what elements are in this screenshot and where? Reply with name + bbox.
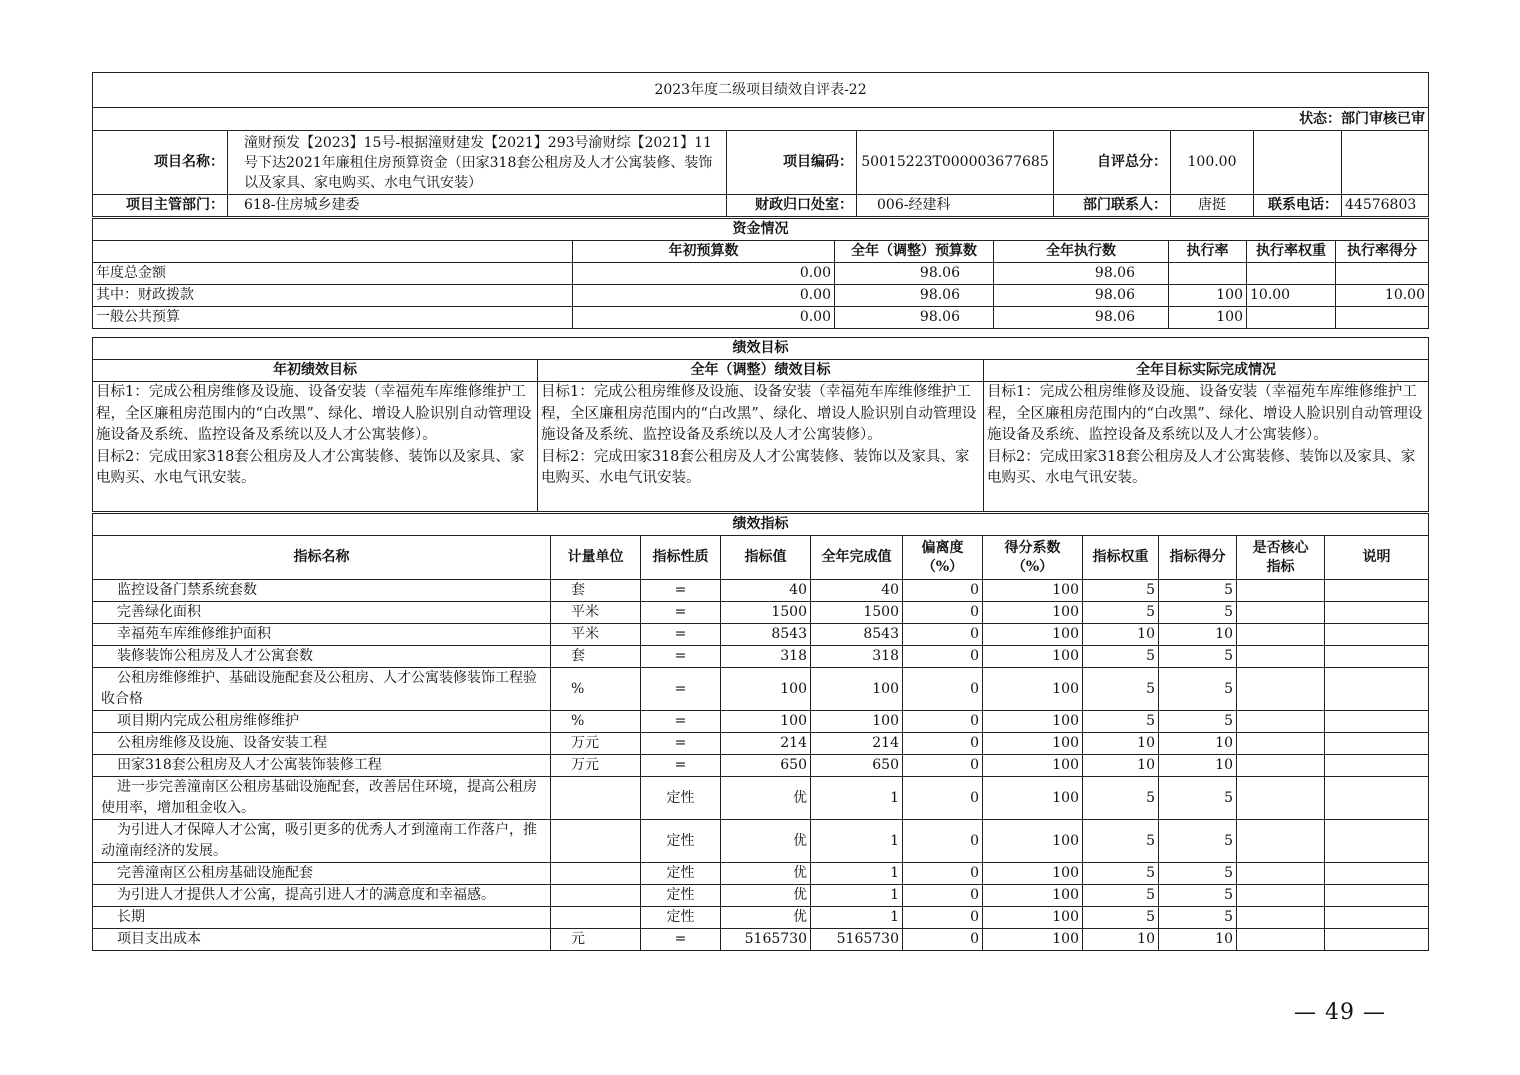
funds-cell: 10.00 [1336, 285, 1429, 307]
dept-label: 项目主管部门： [93, 195, 228, 217]
funds-header: 执行率得分 [1336, 241, 1429, 263]
funds-header: 执行率 [1169, 241, 1247, 263]
indicator-actual: 1 [811, 777, 903, 820]
indicator-note [1325, 929, 1429, 951]
funds-header: 执行率权重 [1247, 241, 1336, 263]
funds-cell [1247, 307, 1336, 329]
indicator-target: 214 [721, 733, 811, 755]
indicator-dev: 0 [903, 929, 983, 951]
indicator-core [1237, 668, 1325, 711]
indicator-actual: 8543 [811, 624, 903, 646]
indicator-actual: 1 [811, 885, 903, 907]
funds-cell: 98.06 [835, 285, 994, 307]
indicator-target: 优 [721, 907, 811, 929]
score-label: 自评总分： [1054, 131, 1171, 195]
indicator-core [1237, 820, 1325, 863]
goals-header: 全年目标实际完成情况 [984, 360, 1429, 382]
indicator-coef: 100 [983, 907, 1083, 929]
indicator-core [1237, 755, 1325, 777]
indicator-score: 5 [1159, 668, 1237, 711]
indicator-coef: 100 [983, 711, 1083, 733]
indicator-name: 完善绿化面积 [93, 602, 551, 624]
indicator-weight: 5 [1083, 580, 1159, 602]
indicator-unit: 万元 [551, 733, 641, 755]
indicator-nature: = [641, 580, 721, 602]
indicator-coef: 100 [983, 733, 1083, 755]
adjusted-goals [538, 382, 984, 512]
funds-cell: 98.06 [994, 285, 1169, 307]
funds-cell: 100 [1169, 307, 1247, 329]
indicator-score: 5 [1159, 820, 1237, 863]
table-row [93, 580, 1429, 602]
goals-header: 全年（调整）绩效目标 [538, 360, 984, 382]
goals-header: 年初绩效目标 [93, 360, 538, 382]
indicator-nature: = [641, 602, 721, 624]
indicator-note [1325, 885, 1429, 907]
indicator-score: 5 [1159, 711, 1237, 733]
indicators-section-title: 绩效指标 [93, 514, 1429, 536]
indicator-header: 指标名称 [93, 536, 551, 580]
funds-cell: 0.00 [573, 263, 835, 285]
indicator-score: 5 [1159, 646, 1237, 668]
table-row [93, 646, 1429, 668]
indicator-core [1237, 646, 1325, 668]
indicator-dev: 0 [903, 907, 983, 929]
indicator-actual: 5165730 [811, 929, 903, 951]
indicator-unit: 平米 [551, 624, 641, 646]
funds-row [93, 307, 1429, 329]
indicator-nature: 定性 [641, 863, 721, 885]
indicator-note [1325, 668, 1429, 711]
initial-goals [93, 382, 538, 512]
finance-label: 财政归口处室： [727, 195, 857, 217]
indicator-weight: 5 [1083, 668, 1159, 711]
indicator-unit [551, 863, 641, 885]
indicator-target: 650 [721, 755, 811, 777]
funds-row-name: 其中：财政拨款 [93, 285, 573, 307]
indicator-score: 10 [1159, 733, 1237, 755]
table-row [93, 602, 1429, 624]
indicator-target: 100 [721, 668, 811, 711]
funds-header: 全年（调整）预算数 [835, 241, 994, 263]
indicator-weight: 5 [1083, 907, 1159, 929]
indicator-weight: 10 [1083, 755, 1159, 777]
project-name-label: 项目名称： [93, 131, 228, 195]
funds-row-name: 年度总金额 [93, 263, 573, 285]
indicator-nature: = [641, 668, 721, 711]
indicator-unit [551, 777, 641, 820]
table-row [93, 624, 1429, 646]
indicator-name: 装修装饰公租房及人才公寓套数 [93, 646, 551, 668]
indicator-note [1325, 733, 1429, 755]
table-row [93, 863, 1429, 885]
indicator-name: 长期 [93, 907, 551, 929]
indicator-dev: 0 [903, 646, 983, 668]
goal-text: 目标2：完成田家318套公租房及人才公寓装修、装饰以及家具、家电购买、水电气讯安装。 [987, 448, 1416, 487]
funds-row-name: 一般公共预算 [93, 307, 573, 329]
indicator-header: 得分系数（%） [983, 536, 1083, 580]
indicator-coef: 100 [983, 580, 1083, 602]
indicator-note [1325, 646, 1429, 668]
indicator-weight: 5 [1083, 863, 1159, 885]
project-code-label: 项目编码： [727, 131, 857, 195]
indicator-nature: 定性 [641, 820, 721, 863]
blank-cell [93, 241, 573, 263]
indicator-target: 优 [721, 820, 811, 863]
indicator-score: 5 [1159, 885, 1237, 907]
indicator-nature: = [641, 755, 721, 777]
indicator-weight: 5 [1083, 885, 1159, 907]
indicator-note [1325, 580, 1429, 602]
indicator-unit: 元 [551, 929, 641, 951]
blank-cell [1254, 131, 1342, 195]
indicator-coef: 100 [983, 929, 1083, 951]
indicator-header: 偏离度（%） [903, 536, 983, 580]
indicator-header: 说明 [1325, 536, 1429, 580]
self-score: 100.00 [1171, 131, 1254, 195]
indicator-score: 10 [1159, 755, 1237, 777]
funds-section-title: 资金情况 [93, 219, 1429, 241]
indicator-score: 5 [1159, 580, 1237, 602]
goal-text: 目标1：完成公租房维修及设施、设备安装（幸福苑车库维修维护工程，全区廉租房范围内的“白改黑”、绿化、增设人脸识别自动管理设施设备及系统、监控设备及系统以及人才公寓装修）。 [541, 384, 977, 444]
indicator-note [1325, 863, 1429, 885]
actual-completion [984, 382, 1429, 512]
contact-value: 唐挺 [1171, 195, 1254, 217]
indicator-core [1237, 711, 1325, 733]
indicator-header: 指标性质 [641, 536, 721, 580]
indicator-core [1237, 885, 1325, 907]
blank-cell [1342, 131, 1429, 195]
indicator-target: 优 [721, 885, 811, 907]
indicator-actual: 1 [811, 820, 903, 863]
indicator-name: 完善潼南区公租房基础设施配套 [93, 863, 551, 885]
funds-cell [1336, 263, 1429, 285]
indicator-unit: 平米 [551, 602, 641, 624]
indicator-score: 5 [1159, 907, 1237, 929]
phone-value: 44576803 [1342, 195, 1429, 217]
indicator-target: 优 [721, 863, 811, 885]
indicator-coef: 100 [983, 755, 1083, 777]
funds-table [92, 218, 1429, 329]
indicator-unit [551, 885, 641, 907]
funds-row [93, 263, 1429, 285]
indicator-target: 100 [721, 711, 811, 733]
indicator-nature: 定性 [641, 907, 721, 929]
indicator-name: 公租房维修维护、基础设施配套及公租房、人才公寓装修装饰工程验收合格 [93, 668, 551, 711]
indicator-dev: 0 [903, 668, 983, 711]
indicator-nature: = [641, 711, 721, 733]
funds-cell: 0.00 [573, 307, 835, 329]
indicator-actual: 318 [811, 646, 903, 668]
table-row [93, 711, 1429, 733]
table-row [93, 885, 1429, 907]
funds-cell [1169, 263, 1247, 285]
funds-row [93, 285, 1429, 307]
indicator-coef: 100 [983, 777, 1083, 820]
indicator-actual: 1 [811, 907, 903, 929]
indicator-nature: = [641, 733, 721, 755]
finance-value: 006-经建科 [857, 195, 1054, 217]
indicator-actual: 214 [811, 733, 903, 755]
goal-text: 目标2：完成田家318套公租房及人才公寓装修、装饰以及家具、家电购买、水电气讯安装。 [541, 448, 970, 487]
contact-label: 部门联系人： [1054, 195, 1171, 217]
indicator-note [1325, 711, 1429, 733]
indicator-name: 幸福苑车库维修维护面积 [93, 624, 551, 646]
indicator-weight: 10 [1083, 733, 1159, 755]
indicator-weight: 5 [1083, 602, 1159, 624]
indicator-unit: 套 [551, 580, 641, 602]
funds-header: 全年执行数 [994, 241, 1169, 263]
indicator-name: 为引进人才保障人才公寓，吸引更多的优秀人才到潼南工作落户，推动潼南经济的发展。 [93, 820, 551, 863]
indicator-nature: = [641, 929, 721, 951]
indicator-dev: 0 [903, 602, 983, 624]
indicator-core [1237, 929, 1325, 951]
indicator-core [1237, 624, 1325, 646]
indicator-dev: 0 [903, 624, 983, 646]
table-row [93, 668, 1429, 711]
indicator-name: 田家318套公租房及人才公寓装饰装修工程 [93, 755, 551, 777]
indicator-coef: 100 [983, 820, 1083, 863]
indicator-unit: 套 [551, 646, 641, 668]
indicator-note [1325, 777, 1429, 820]
page-number: — 49 — [1294, 1000, 1386, 1025]
indicator-name: 项目支出成本 [93, 929, 551, 951]
indicator-name: 项目期内完成公租房维修维护 [93, 711, 551, 733]
indicator-coef: 100 [983, 885, 1083, 907]
indicator-coef: 100 [983, 863, 1083, 885]
indicator-dev: 0 [903, 711, 983, 733]
funds-cell: 100 [1169, 285, 1247, 307]
indicator-unit: % [551, 711, 641, 733]
indicator-target: 8543 [721, 624, 811, 646]
indicator-dev: 0 [903, 820, 983, 863]
indicator-actual: 650 [811, 755, 903, 777]
indicator-core [1237, 907, 1325, 929]
indicator-header: 指标值 [721, 536, 811, 580]
indicator-header: 指标权重 [1083, 536, 1159, 580]
funds-cell: 98.06 [994, 307, 1169, 329]
indicator-weight: 10 [1083, 624, 1159, 646]
indicator-weight: 5 [1083, 711, 1159, 733]
funds-cell: 0.00 [573, 285, 835, 307]
indicator-note [1325, 624, 1429, 646]
indicator-score: 5 [1159, 777, 1237, 820]
indicator-core [1237, 580, 1325, 602]
indicator-score: 5 [1159, 602, 1237, 624]
goal-text: 目标1：完成公租房维修及设施、设备安装（幸福苑车库维修维护工程，全区廉租房范围内的“白改黑”、绿化、增设人脸识别自动管理设施设备及系统、监控设备及系统以及人才公寓装修）。 [987, 384, 1423, 444]
table-row [93, 820, 1429, 863]
indicator-target: 5165730 [721, 929, 811, 951]
indicator-note [1325, 907, 1429, 929]
indicator-core [1237, 863, 1325, 885]
indicator-note [1325, 602, 1429, 624]
indicator-core [1237, 777, 1325, 820]
status-text: 状态：部门审核已审 [93, 108, 1429, 131]
indicator-target: 优 [721, 777, 811, 820]
funds-cell: 10.00 [1247, 285, 1336, 307]
indicator-coef: 100 [983, 646, 1083, 668]
dept-value: 618-住房城乡建委 [228, 195, 727, 217]
project-code: 50015223T000003677685 [857, 131, 1054, 195]
indicator-note [1325, 755, 1429, 777]
indicator-weight: 10 [1083, 929, 1159, 951]
indicator-name: 为引进人才提供人才公寓，提高引进人才的满意度和幸福感。 [93, 885, 551, 907]
page-title: 2023年度二级项目绩效自评表-22 [93, 73, 1429, 108]
indicator-actual: 40 [811, 580, 903, 602]
indicator-core [1237, 602, 1325, 624]
indicators-table [92, 513, 1429, 951]
indicator-note [1325, 820, 1429, 863]
indicator-score: 10 [1159, 624, 1237, 646]
indicator-weight: 5 [1083, 646, 1159, 668]
table-row [93, 907, 1429, 929]
indicator-header: 全年完成值 [811, 536, 903, 580]
indicator-coef: 100 [983, 668, 1083, 711]
indicator-header: 是否核心指标 [1237, 536, 1325, 580]
funds-header: 年初预算数 [573, 241, 835, 263]
indicator-score: 5 [1159, 863, 1237, 885]
table-row [93, 733, 1429, 755]
table-row [93, 755, 1429, 777]
indicator-header: 计量单位 [551, 536, 641, 580]
goals-section-title: 绩效目标 [93, 338, 1429, 360]
indicator-name: 监控设备门禁系统套数 [93, 580, 551, 602]
indicator-header: 指标得分 [1159, 536, 1237, 580]
phone-label: 联系电话： [1254, 195, 1342, 217]
goal-text: 目标2：完成田家318套公租房及人才公寓装修、装饰以及家具、家电购买、水电气讯安装。 [96, 448, 525, 487]
indicator-dev: 0 [903, 733, 983, 755]
indicator-unit: 万元 [551, 755, 641, 777]
project-info-table [92, 72, 1429, 217]
indicator-target: 318 [721, 646, 811, 668]
indicator-nature: 定性 [641, 777, 721, 820]
table-row [93, 777, 1429, 820]
funds-cell: 98.06 [835, 307, 994, 329]
indicator-dev: 0 [903, 777, 983, 820]
project-name: 潼财预发【2023】15号-根据潼财建发【2021】293号渝财综【2021】11号下达2021年廉租住房预算资金（田家318套公租房及人才公寓装修、装饰以及家具、家电购买、水电气讯安装） [228, 131, 727, 195]
funds-cell: 98.06 [994, 263, 1169, 285]
indicator-actual: 1 [811, 863, 903, 885]
indicator-dev: 0 [903, 885, 983, 907]
indicator-unit [551, 820, 641, 863]
indicator-nature: = [641, 646, 721, 668]
indicator-rows [93, 580, 1429, 951]
indicator-dev: 0 [903, 863, 983, 885]
funds-cell [1336, 307, 1429, 329]
table-row [93, 929, 1429, 951]
indicator-target: 1500 [721, 602, 811, 624]
indicator-weight: 5 [1083, 777, 1159, 820]
indicator-unit [551, 907, 641, 929]
indicator-nature: 定性 [641, 885, 721, 907]
indicator-dev: 0 [903, 755, 983, 777]
goals-table [92, 337, 1429, 512]
indicator-weight: 5 [1083, 820, 1159, 863]
indicator-name: 公租房维修及设施、设备安装工程 [93, 733, 551, 755]
indicator-target: 40 [721, 580, 811, 602]
indicator-actual: 1500 [811, 602, 903, 624]
indicator-score: 10 [1159, 929, 1237, 951]
indicator-unit: % [551, 668, 641, 711]
indicator-coef: 100 [983, 624, 1083, 646]
indicator-actual: 100 [811, 668, 903, 711]
goal-text: 目标1：完成公租房维修及设施、设备安装（幸福苑车库维修维护工程，全区廉租房范围内的“白改黑”、绿化、增设人脸识别自动管理设施设备及系统、监控设备及系统以及人才公寓装修）。 [96, 384, 532, 444]
indicator-nature: = [641, 624, 721, 646]
funds-cell: 98.06 [835, 263, 994, 285]
indicator-coef: 100 [983, 602, 1083, 624]
indicator-core [1237, 733, 1325, 755]
indicator-name: 进一步完善潼南区公租房基础设施配套，改善居住环境，提高公租房使用率，增加租金收入。 [93, 777, 551, 820]
indicator-dev: 0 [903, 580, 983, 602]
indicator-actual: 100 [811, 711, 903, 733]
funds-cell [1247, 263, 1336, 285]
